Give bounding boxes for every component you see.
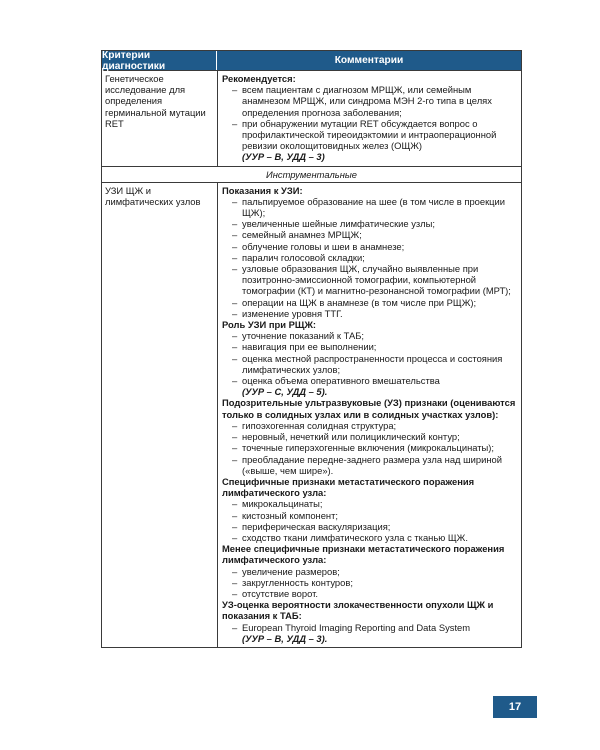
table-row-genetic — [102, 70, 521, 166]
list-item: – всем пациентам с диагнозом МРЩЖ, или семейным анамнезом МРЩЖ, или синдрома МЭН 2-го типа в целях определения прогноза заболевания; — [232, 84, 492, 118]
recommended-title: Рекомендуется: — [222, 73, 296, 84]
evidence-level: (УУР – B, УДД – 3) — [242, 151, 325, 163]
list-item: – узловые образования ЩЖ, случайно выявленные при позитронно-эмиссионной томографии, компьютерной томографии (КТ) и магнитно-резонансной томографии (МРТ); — [232, 263, 511, 297]
list-item: – при обнаружении мутации RET обсуждается вопрос о профилактической тиреоидэктомии и интраоперационной ревизии околощитовидных желез (ОЩЖ) — [232, 117, 497, 152]
suspicious-title: Подозрительные ультразвуковые (УЗ) признаки (оцениваются только в солидных узлах или в солидных участках узлов): — [222, 397, 516, 420]
role-title: Роль УЗИ при РЩЖ: — [222, 319, 317, 331]
criterion-ultrasound: УЗИ ЩЖ и лимфатических узлов — [102, 183, 218, 647]
list-item: – семейный анамнез МРЩЖ; — [232, 229, 362, 241]
list-item: – преобладание передне-заднего размера узла над шириной («выше, чем шире»). — [232, 453, 502, 476]
header-criteria: Критерии диагностики — [102, 51, 217, 70]
list-item: – гипоэхогенная солидная структура; — [232, 419, 397, 431]
list-item: – периферическая васкуляризация; — [232, 520, 391, 532]
list-item: – точечные гиперэхогенные включения (микрокальцинаты); — [232, 442, 495, 454]
criterion-genetic: Генетическое исследование для определения герминальной мутации RET — [102, 71, 218, 166]
section-instrumental: Инструментальные — [102, 166, 521, 182]
list-item: – микрокальцинаты; — [232, 498, 323, 510]
table-row-ultrasound — [102, 182, 521, 647]
table-header — [102, 51, 521, 70]
header-comments: Комментарии — [334, 55, 404, 66]
list-item: – увеличение размеров; — [232, 565, 340, 577]
evidence-level: (УУР – C, УДД – 5). — [242, 386, 328, 398]
list-item: – увеличенные шейные лимфатические узлы; — [232, 218, 435, 230]
comment-ultrasound — [218, 183, 521, 647]
list-item: – пальпируемое образование на шее (в том числе в проекции ЩЖ); — [232, 195, 506, 219]
list-item: – навигация при ее выполнении; — [232, 341, 377, 353]
list-item: – European Thyroid Imaging Reporting and Data System — [232, 621, 471, 633]
list-item: – изменение уровня ТТГ. — [232, 307, 343, 319]
list-item: – сходство ткани лимфатического узла с тканью ЩЖ. — [232, 531, 468, 543]
list-item: – оценка местной распространенности процесса и состояния лимфатических узлов; — [232, 352, 503, 375]
list-item: – оценка объема оперативного вмешательства — [232, 375, 440, 387]
list-item: – облучение головы и шеи в анамнезе; — [232, 240, 405, 252]
list-item: – паралич голосовой складки; — [232, 251, 365, 263]
list-item: – уточнение показаний к ТАБ; — [232, 330, 364, 342]
comment-genetic — [218, 71, 521, 166]
less-specific-title: Менее специфичные признаки метастатического поражения лимфатического узла: — [222, 543, 505, 566]
evidence-level: (УУР – B, УДД – 3). — [242, 632, 328, 644]
page-number: 17 — [493, 696, 537, 718]
list-item: – закругленность контуров; — [232, 576, 353, 588]
indications-title: Показания к УЗИ: — [222, 184, 303, 196]
specific-title: Специфичные признаки метастатического поражения лимфатического узла: — [222, 475, 475, 499]
diagnostics-table — [101, 50, 522, 648]
list-item: – операции на ЩЖ в анамнезе (в том числе при РЩЖ); — [232, 296, 477, 308]
list-item: – кистозный компонент; — [232, 509, 339, 521]
list-item: – отсутствие ворот. — [232, 587, 318, 599]
evaluation-title: УЗ-оценка вероятности злокачественности опухоли ЩЖ и показания к ТАБ: — [222, 599, 494, 622]
list-item: – неровный, нечеткий или полициклический контур; — [232, 431, 460, 443]
